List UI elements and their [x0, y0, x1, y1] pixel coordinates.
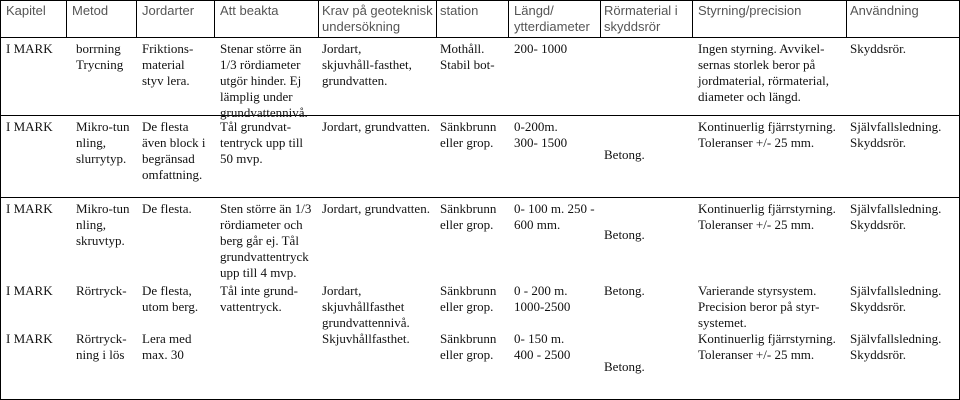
table-cell: Tål inte grund- vattentryck. [220, 283, 298, 314]
header-kapitel: Kapitel [6, 3, 46, 18]
table-cell: De flesta, utom berg. [142, 283, 199, 314]
grid-line-col [214, 0, 215, 37]
header-station: station [440, 3, 479, 18]
table-cell: Mikro-tun nling, slurrytyp. [76, 119, 130, 166]
table-cell: Friktions- material styv lera. [142, 41, 194, 88]
table-cell: Sänkbrunn eller grop. [440, 201, 497, 232]
table-cell: Skjuvhållfasthet. [322, 331, 410, 346]
table-cell: Kontinuerlig fjärrstyrning. Toleranser +/- 25 mm. [698, 201, 836, 232]
table-cell: Stenar större än 1/3 rördiameter utgör hinder. Ej lämplig under grundvattennivå. [220, 41, 308, 120]
table-cell: 0-200m. 300- 1500 [514, 119, 568, 150]
table-cell: Självfallsledning. Skyddsrör. [850, 201, 942, 232]
grid-line-col [136, 0, 137, 37]
grid-line-row2-bottom [0, 197, 960, 198]
table-cell: I MARK [6, 331, 53, 346]
header-styrning: Styrning/precision [698, 3, 802, 18]
table-cell: Jordart, grundvatten. [322, 201, 430, 216]
table-cell: Skyddsrör. [850, 41, 906, 56]
table-cell: 0 - 200 m. 1000-2500 [514, 283, 571, 314]
table-cell: Självfallsledning. Skyddsrör. [850, 283, 942, 314]
table-cell: Betong. [604, 359, 645, 374]
grid-line-col [692, 0, 693, 37]
table-cell: 200- 1000 [514, 41, 568, 56]
grid-line-col [508, 0, 509, 37]
table-cell: Kontinuerlig fjärrstyrning. Toleranser +/- 25 mm. [698, 331, 836, 362]
grid-line-col [318, 0, 319, 37]
table-cell: Sten större än 1/3 rördiameter och berg går ej. Tål grundvattentryck upp till 4 mvp. [220, 201, 312, 280]
table-cell: Betong. [604, 227, 645, 242]
header-rormaterial: Rörmaterial i skyddsrör [604, 3, 678, 34]
table-cell: Ingen styrning. Avvikel- sernas storlek beror på jordmaterial, rörmaterial, diameter och längd. [698, 41, 830, 104]
table-cell: Självfallsledning. Skyddsrör. [850, 119, 942, 150]
table-cell: I MARK [6, 283, 53, 298]
table-cell: Lera med max. 30 [142, 331, 192, 362]
table-cell: De flesta även block i begränsad omfattning. [142, 119, 206, 182]
grid-line-col [436, 0, 437, 37]
table-cell: Sänkbrunn eller grop. [440, 331, 497, 362]
table-cell: Kontinuerlig fjärrstyrning. Toleranser +/- 25 mm. [698, 119, 836, 150]
table-cell: Tål grundvat- tentryck upp till 50 mvp. [220, 119, 304, 166]
table-cell: I MARK [6, 201, 53, 216]
table-cell: Jordart, skjuvhållfasthet grundvattennivå. [322, 283, 410, 330]
table-cell: Jordart, skjuvhåll-fasthet, grundvatten. [322, 41, 412, 88]
table-cell: Betong. [604, 147, 645, 162]
table-cell: Mothåll. Stabil bot- [440, 41, 495, 72]
grid-line-col-left [0, 0, 1, 400]
table-cell: Sänkbrunn eller grop. [440, 119, 497, 150]
header-metod: Metod [72, 3, 109, 18]
header-anvandning: Användning [850, 3, 919, 18]
table-cell: 0- 100 m. 250 - 600 mm. [514, 201, 595, 232]
grid-line-col [846, 0, 847, 37]
table-cell: Betong. [604, 283, 645, 298]
table-cell: Rörtryck- ning i lös [76, 331, 127, 362]
table-cell: De flesta. [142, 201, 192, 216]
table-cell: Varierande styrsystem. Precision beror på styr- systemet. [698, 283, 820, 330]
grid-line-header-bottom [0, 37, 960, 38]
table-cell: Mikro-tun nling, skruvtyp. [76, 201, 130, 248]
table-cell: borrning Trycning [76, 41, 124, 72]
grid-line-row1-bottom [0, 115, 960, 116]
header-krav: Krav på geoteknisk undersökning [322, 3, 433, 34]
grid-line-top [0, 0, 960, 1]
table-cell: I MARK [6, 119, 53, 134]
table-cell: 0- 150 m. 400 - 2500 [514, 331, 571, 362]
table-cell: Självfallsledning. Skyddsrör. [850, 331, 942, 362]
grid-line-col [600, 0, 601, 37]
table-cell: Sänkbrunn eller grop. [440, 283, 497, 314]
grid-line-col [66, 0, 67, 37]
table-cell: Jordart, grundvatten. [322, 119, 430, 134]
table-cell: Rörtryck- [76, 283, 127, 298]
header-langd: Längd/ ytterdiameter [514, 3, 590, 34]
header-att-beakta: Att beakta [220, 3, 279, 18]
header-jordarter: Jordarter [142, 3, 195, 18]
table-cell: I MARK [6, 41, 53, 56]
